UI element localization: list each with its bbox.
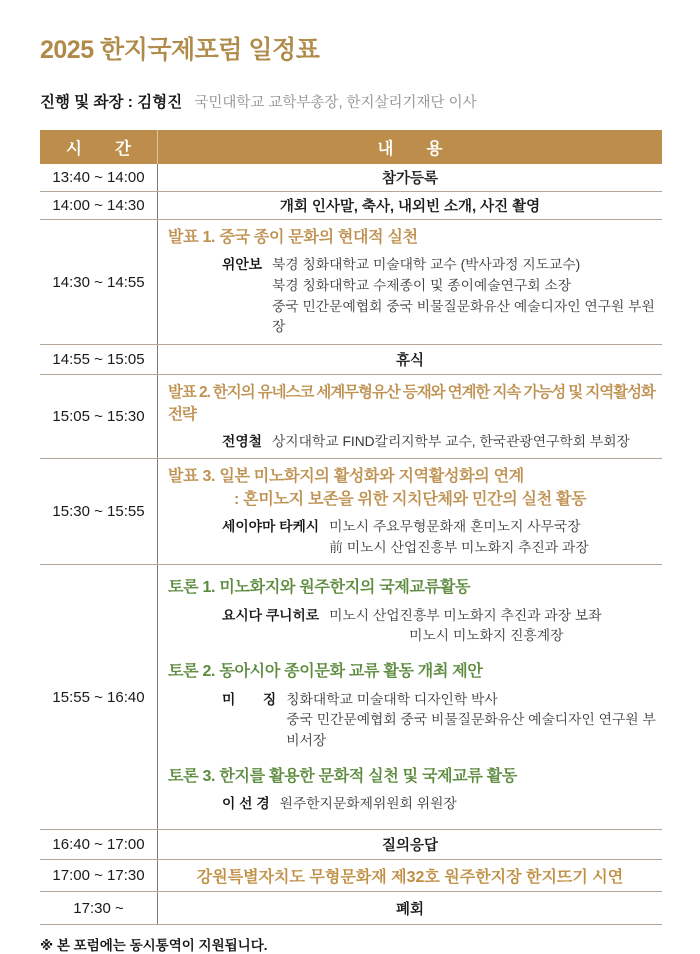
speaker-desc-line: 중국 민간문예협회 중국 비물질문화유산 예술디자인 연구원 부비서장 — [286, 712, 656, 748]
content-cell — [158, 220, 662, 344]
schedule-table — [40, 130, 662, 925]
time-cell: 13:40 ~ 14:00 — [40, 164, 158, 191]
session-title: 발표 2. 한지의 유네스코 세계무형유산 등재와 연계한 지속 가능성 및 지역활성화 전략 — [168, 384, 655, 423]
speaker-block — [222, 794, 658, 815]
speaker-desc-line: 중국 민간문예협회 중국 비물질문화유산 예술디자인 연구원 부원장 — [271, 298, 655, 335]
table-row — [40, 375, 662, 459]
content-cell: 참가등록 — [381, 171, 439, 187]
session-title-line1: 발표 3. 일본 미노화지의 활성화와 지역활성화의 연계 — [168, 468, 524, 486]
table-header-content: 내 용 — [377, 140, 443, 158]
speaker-lines — [329, 606, 601, 647]
content-cell: 폐회 — [395, 901, 424, 918]
speaker-desc-line: 前 미노시 산업진흥부 미노화지 추진과 과장 — [329, 539, 589, 555]
table-row — [40, 164, 662, 192]
table-row — [40, 892, 662, 925]
speaker-desc-line: 원주한지문화제위원회 위원장 — [279, 795, 457, 811]
speaker-desc-line: 북경 칭화대학교 수제종이 및 종이예술연구회 소장 — [271, 278, 572, 294]
session-title: 토론 1. 미노화지와 원주한지의 국제교류활동 — [168, 579, 471, 597]
speaker-desc-line: 미노시 미노화지 진흥계장 — [409, 628, 564, 644]
table-row — [40, 565, 662, 830]
speaker-lines — [329, 517, 589, 558]
page-title: 2025 한지국제포럼 일정표 — [40, 36, 320, 64]
moderator-line — [40, 90, 662, 112]
speaker-block — [222, 255, 658, 338]
time-cell: 14:00 ~ 14:30 — [40, 192, 158, 219]
time-cell: 17:00 ~ 17:30 — [40, 860, 158, 891]
speaker-block — [222, 517, 658, 558]
content-cell — [158, 459, 662, 564]
speaker-lines — [286, 690, 658, 752]
speaker-name: 세이야마 타케시 — [222, 518, 320, 534]
moderator-description: 국민대학교 교학부총장, 한지살리기재단 이사 — [194, 95, 477, 111]
discussion-session-2 — [168, 661, 658, 751]
discussion-session-3 — [168, 766, 658, 815]
speaker-name: 위안보 — [222, 257, 262, 273]
speaker-desc-line: 상지대학교 FIND칼리지학부 교수, 한국관광연구학회 부회장 — [271, 433, 630, 449]
table-row — [40, 345, 662, 375]
speaker-lines — [272, 432, 630, 453]
moderator-label: 진행 및 좌장 : 김형진 — [40, 94, 183, 111]
time-cell: 14:55 ~ 15:05 — [40, 345, 158, 374]
table-row — [40, 459, 662, 565]
speaker-name: 미 징 — [222, 691, 277, 707]
content-cell: 강원특별자치도 무형문화재 제32호 원주한지장 한지뜨기 시연 — [196, 869, 624, 887]
speaker-lines — [272, 255, 658, 338]
speaker-lines — [280, 794, 457, 815]
speaker-block — [222, 690, 658, 752]
session-title — [168, 466, 658, 511]
time-cell: 15:30 ~ 15:55 — [40, 459, 158, 564]
time-cell: 17:30 ~ — [40, 892, 158, 924]
table-row — [40, 192, 662, 220]
table-header-row — [40, 130, 662, 164]
session-title: 토론 3. 한지를 활용한 문화적 실천 및 국제교류 활동 — [168, 767, 518, 785]
speaker-name: 이 선 경 — [222, 795, 270, 811]
speaker-desc-line: 칭화대학교 미술대학 디자인학 박사 — [286, 691, 498, 707]
session-title-line2: : 혼미노지 보존을 위한 지치단체와 민간의 실천 활동 — [234, 490, 587, 508]
table-row — [40, 830, 662, 860]
speaker-block — [222, 432, 658, 453]
speaker-name: 전영철 — [222, 433, 262, 449]
speaker-desc-line: 미노시 주요무형문화재 혼미노지 사무국장 — [329, 518, 581, 534]
footnote: ※ 본 포럼에는 동시통역이 지원됩니다. — [40, 938, 268, 954]
session-title: 발표 1. 중국 종이 문화의 현대적 실천 — [168, 229, 418, 246]
content-cell — [158, 565, 662, 829]
table-row — [40, 220, 662, 345]
time-cell: 16:40 ~ 17:00 — [40, 830, 158, 859]
table-header-time: 시 간 — [40, 130, 158, 164]
time-cell: 15:05 ~ 15:30 — [40, 375, 158, 458]
session-title: 토론 2. 동아시아 종이문화 교류 활동 개최 제안 — [168, 663, 483, 681]
table-row — [40, 860, 662, 892]
content-cell: 질의응답 — [381, 838, 439, 855]
content-cell — [158, 375, 662, 458]
content-cell: 개회 인사말, 축사, 내외빈 소개, 사진 촬영 — [279, 199, 541, 215]
time-cell: 14:30 ~ 14:55 — [40, 220, 158, 344]
speaker-desc-line: 미노시 산업진흥부 미노화지 추진과 과장 보좌 — [329, 607, 602, 623]
discussion-session-1 — [168, 577, 658, 647]
speaker-name: 요시다 쿠니히로 — [222, 607, 320, 623]
speaker-block — [222, 606, 658, 647]
speaker-desc-line: 북경 칭화대학교 미술대학 교수 (박사과정 지도교수) — [271, 257, 581, 273]
content-cell: 휴식 — [395, 353, 424, 370]
time-cell: 15:55 ~ 16:40 — [40, 565, 158, 829]
